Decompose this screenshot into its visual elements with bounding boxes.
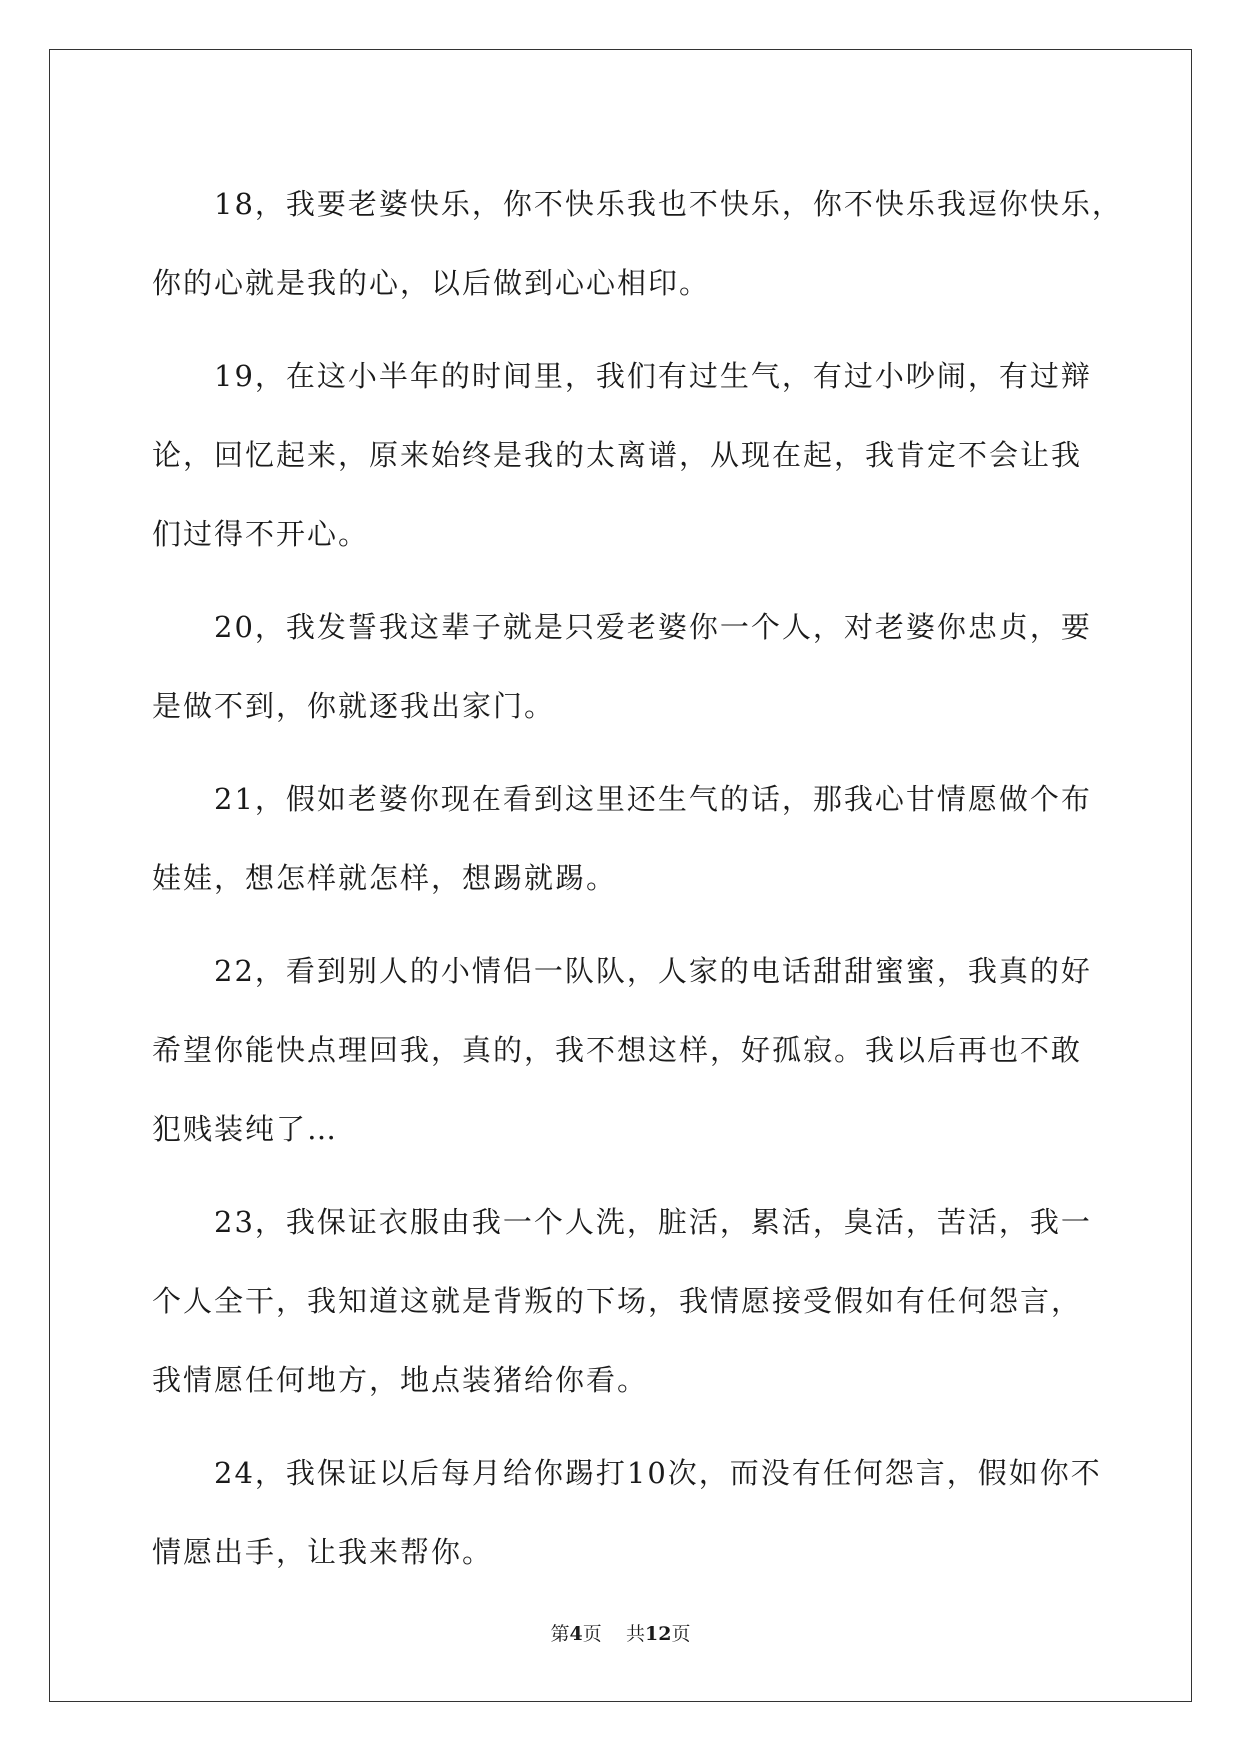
page-footer bbox=[0, 1622, 1241, 1646]
page-number bbox=[551, 1623, 602, 1645]
total-prefix: 共 bbox=[625, 1623, 645, 1645]
paragraph-18 bbox=[152, 165, 1123, 323]
total-pages: 12 bbox=[644, 1623, 672, 1645]
paragraph-line: 们过得不开心。 bbox=[152, 517, 370, 551]
paragraph-line: 22，看到别人的小情侣一队队，人家的电话甜甜蜜蜜，我真的好 bbox=[214, 954, 1092, 988]
paragraph-22 bbox=[152, 932, 1092, 1169]
paragraph-20 bbox=[152, 588, 1092, 746]
paragraph-19 bbox=[152, 337, 1092, 574]
paragraph-24 bbox=[152, 1434, 1102, 1592]
total-suffix: 页 bbox=[671, 1623, 691, 1645]
paragraph-line: 23，我保证衣服由我一个人洗，脏活，累活，臭活，苦活，我一 bbox=[214, 1205, 1092, 1239]
page-prefix: 第 bbox=[550, 1623, 570, 1645]
current-page: 4 bbox=[569, 1623, 583, 1645]
paragraph-23 bbox=[152, 1183, 1092, 1420]
paragraph-line: 我情愿任何地方，地点装猪给你看。 bbox=[152, 1363, 649, 1397]
paragraph-line: 24，我保证以后每月给你踢打10次，而没有任何怨言，假如你不 bbox=[214, 1456, 1102, 1490]
paragraph-line: 论，回忆起来，原来始终是我的太离谱，从现在起，我肯定不会让我 bbox=[152, 438, 1083, 472]
paragraph-line: 情愿出手，让我来帮你。 bbox=[152, 1535, 494, 1569]
paragraph-line: 20，我发誓我这辈子就是只爱老婆你一个人，对老婆你忠贞，要 bbox=[214, 610, 1092, 644]
paragraph-line: 19，在这小半年的时间里，我们有过生气，有过小吵闹，有过辩 bbox=[214, 359, 1092, 393]
paragraph-line: 是做不到，你就逐我出家门。 bbox=[152, 689, 556, 723]
paragraph-line: 娃娃，想怎样就怎样，想踢就踢。 bbox=[152, 861, 618, 895]
paragraph-line: 犯贱装纯了… bbox=[152, 1112, 339, 1146]
paragraph-21 bbox=[152, 760, 1092, 918]
paragraph-line: 希望你能快点理回我，真的，我不想这样，好孤寂。我以后再也不敢 bbox=[152, 1033, 1083, 1067]
paragraph-line: 个人全干，我知道这就是背叛的下场，我情愿接受假如有任何怨言， bbox=[152, 1284, 1083, 1318]
paragraph-line: 18，我要老婆快乐，你不快乐我也不快乐，你不快乐我逗你快乐， bbox=[214, 187, 1123, 221]
document-body bbox=[152, 165, 1123, 1606]
page-suffix: 页 bbox=[582, 1623, 602, 1645]
paragraph-line: 21，假如老婆你现在看到这里还生气的话，那我心甘情愿做个布 bbox=[214, 782, 1092, 816]
page-total bbox=[626, 1623, 690, 1645]
paragraph-line: 你的心就是我的心，以后做到心心相印。 bbox=[152, 266, 711, 300]
